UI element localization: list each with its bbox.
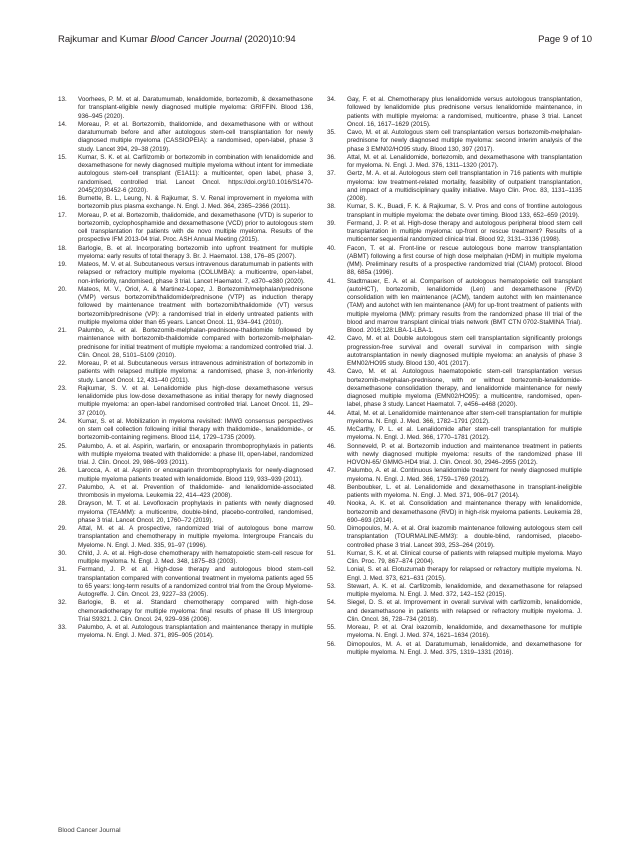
reference-item xyxy=(327,220,582,245)
reference-number: 47. xyxy=(327,467,336,475)
reference-item xyxy=(58,212,313,245)
reference-text: McCarthy, P. L. et al. Lenalidomide after stem-cell transplantation for multiple myeloma. N. Engl. J. Med. 366, 1770–1781 (2012). xyxy=(347,426,582,442)
reference-text: Palumbo, A. et al. Autologous transplantation and maintenance therapy in multiple myeloma. N. Engl. J. Med. 371, 895–905 (2014). xyxy=(78,624,313,640)
reference-item xyxy=(58,550,313,567)
reference-text: Kumar, S. et al. Mobilization in myeloma revisited: IMWG consensus perspectives on stem cell collection following initial therapy with thalidomide-, lenalidomide-, or bortezomib-containing regimens. Blood 114, 1729–1735 (2009). xyxy=(78,417,313,442)
journal-name: Blood Cancer Journal xyxy=(150,34,242,45)
reference-text: Barlogie, B. et al. Standard chemotherapy compared with high-dose chemoradiotherapy for multiple myeloma: final results of phase III US Intergroup Trial S9321. J. Clin. Oncol. 24, 929–936 (2006). xyxy=(78,599,313,623)
reference-text: Kumar, S. K. et al. Carfilzomib or bortezomib in combination with lenalidomide and dexamethasone for newly diagnosed multiple myeloma without intent for immediate autologous stem-cell transplant (E1A11): a multicenter, open label, phase 3, randomised, controlled trial. Lancet Oncol. https://doi.org/10.1016/S1470-2045(20)30452-6 (2020). xyxy=(78,153,313,194)
reference-item xyxy=(327,96,582,129)
reference-text: Dimopoulos, M. A. et al. Daratumumab, lenalidomide, and dexamethasone for multiple myeloma. N. Engl. J. Med. 375, 1319–1331 (2016). xyxy=(347,640,582,656)
reference-text: Attal, M. et al. A prospective, randomized trial of autologous bone marrow transplantation and chemotherapy in multiple myeloma. Intergroupe Francais du Myelome. N. Engl. J. Med. 335, 91–97 (1996). xyxy=(78,525,313,549)
reference-text: Kumar, S. K. et al. Clinical course of patients with relapsed multiple myeloma. Mayo Clin. Proc. 79, 867–874 (2004). xyxy=(347,549,582,565)
reference-number: 18. xyxy=(58,244,67,252)
reference-number: 29. xyxy=(58,525,67,532)
reference-number: 50. xyxy=(327,525,336,532)
reference-text: Nooka, A. K. et al. Consolidation and maintenance therapy with lenalidomide, bortezomib and dexamethasone (RVD) in high-risk myeloma patients. Leukemia 28, 690–693 (2014). xyxy=(347,500,582,524)
reference-number: 33. xyxy=(58,624,67,631)
reference-item xyxy=(327,245,582,278)
reference-number: 41. xyxy=(327,277,336,285)
reference-text: Facon, T. et al. Front-line or rescue autologous bone marrow transplantation (ABMT) following a first course of high dose melphalan (HDM) in multiple myeloma (MM). Preliminary results of a prospective randomized trial (CIAM) protocol. Blood 88, 685a (1996). xyxy=(347,244,582,277)
reference-item xyxy=(327,203,582,220)
reference-number: 42. xyxy=(327,335,336,343)
reference-number: 19. xyxy=(58,261,67,268)
reference-text: Fermand, J. P. et al. High-dose therapy and autologous peripheral blood stem cell transplantation in multiple myeloma: up-front or rescue treatment? Results of a multicenter sequential randomized clinical trial. Blood 92, 3131–3136 (1998). xyxy=(347,219,582,244)
reference-text: Burnette, B. L., Leung, N. & Rajkumar, S. V. Renal improvement in myeloma with bortezomib plus plasma exchange. N. Engl. J. Med. 364, 2365–2366 (2011). xyxy=(78,195,313,211)
reference-item xyxy=(327,525,582,550)
reference-number: 55. xyxy=(327,624,336,631)
page-footer: Blood Cancer Journal xyxy=(58,827,121,834)
reference-text: Moreau, P. et al. Bortezomib, thalidomide, and dexamethasone (VTD) is superior to bortezomib, cyclophosphamide and dexamethasone (VCD) prior to autologous stem cell transplantation for patients with de novo multiple myeloma. Results of the prospective IFM 2013-04 trial. Proc. ASH Annual Meeting (2015). xyxy=(78,211,313,244)
reference-number: 45. xyxy=(327,426,336,433)
reference-text: Stewart, A. K. et al. Carfilzomib, lenalidomide, and dexamethasone for relapsed multiple myeloma. N. Engl. J. Med. 372, 142–152 (2015). xyxy=(347,582,582,598)
reference-text: Gertz, M. A. et al. Autologous stem cell transplantation in 716 patients with multiple myeloma: low treatment-related mortality, feasibility of outpatient transplantation, and impact of a multidisciplinary quality initiative. Mayo Clin. Proc. 83, 1131–1135 (2008). xyxy=(347,170,582,202)
reference-text: Palumbo, A. et al. Bortezomib-melphalan-prednisone-thalidomide followed by maintenance with bortezomib-thalidomide compared with bortezomib-melphalan-prednisone for initial treatment of multiple myeloma: a randomized controlled trial. J. Clin. Oncol. 28, 5101–5109 (2010). xyxy=(78,327,313,359)
reference-item xyxy=(58,500,313,525)
reference-text: Gay, F. et al. Chemotherapy plus lenalidomide versus autologous transplantation, followed by lenalidomide plus prednisone versus lenalidomide maintenance, in patients with multiple myeloma: a randomised, multicentre, phase 3 trial. Lancet Oncol. 16, 1617–1629 (2015). xyxy=(347,96,582,128)
reference-item xyxy=(327,335,582,368)
reference-text: Mateos, M. V., Oriol, A. & Martinez-Lopez, J. Bortezomib/melphalan/prednisone (VMP) versus bortezomib/thalidomide/prednisone (VTP) as induction therapy followed by maintenance treatment with bortezomib/thalidomide (VT) versus bortezomib/prednisone (VP): a randomised trial in elderly untreated patients with multiple myeloma older than 65 years. Lancet Oncol. 11, 934–941 (2010). xyxy=(78,285,313,326)
reference-number: 37. xyxy=(327,170,336,178)
reference-item xyxy=(58,624,313,641)
reference-item xyxy=(58,566,313,599)
reference-number: 20. xyxy=(58,285,67,293)
reference-number: 17. xyxy=(58,211,67,219)
reference-text: Stadtmauer, E. A. et al. Comparison of autologous hematopoietic cell transplant (autoHCT), bortezomib, lenalidomide (Len) and dexamethasone (RVD) consolidation with len maintenance (ACM), tandem autohct with len maintenance (TAM) and autohct with len maintenance (AM) for up-front treatment of patients with multiple myeloma (MM): primary results from the randomized phase III trial of the blood and marrow transplant clinical trials network (BMT CTN 0702-StaMINA Trial). Blood. 2016;128:LBA-1-LBA-1. xyxy=(347,277,582,334)
running-head xyxy=(58,34,296,45)
reference-text: Cavo, M. et al. Autologous stem cell transplantation versus bortezomib-melphalan-prednisone for newly diagnosed multiple myeloma: second interim analysis of the phase 3 EMN02/HO95 study. Blood 130, 397 (2017). xyxy=(347,129,582,153)
reference-item xyxy=(327,583,582,600)
reference-item xyxy=(58,525,313,550)
reference-number: 48. xyxy=(327,483,336,491)
references-right-column xyxy=(327,96,582,657)
reference-text: Palumbo, A. et al. Prevention of thalidomide- and lenalidomide-associated thrombosis in myeloma. Leukemia 22, 414–423 (2008). xyxy=(78,483,313,499)
reference-number: 54. xyxy=(327,599,336,607)
reference-item xyxy=(58,154,313,195)
reference-number: 49. xyxy=(327,500,336,508)
reference-number: 36. xyxy=(327,153,336,161)
reference-number: 39. xyxy=(327,219,336,227)
reference-item xyxy=(58,195,313,212)
reference-item xyxy=(58,245,313,262)
reference-number: 15. xyxy=(58,153,67,161)
reference-item xyxy=(58,385,313,418)
reference-number: 30. xyxy=(58,549,67,557)
reference-number: 24. xyxy=(58,417,67,425)
reference-item xyxy=(58,121,313,154)
reference-item xyxy=(58,261,313,286)
reference-item xyxy=(327,599,582,624)
reference-item xyxy=(327,467,582,484)
page-number: Page 9 of 10 xyxy=(538,34,592,45)
reference-text: Voorhees, P. M. et al. Daratumumab, lenalidomide, bortezomib, & dexamethasone for transplant-eligible newly diagnosed multiple myeloma: GRIFFIN. Blood 136, 936–945 (2020). xyxy=(78,96,313,120)
reference-text: Drayson, M. T. et al. Levofloxacin prophylaxis in patients with newly diagnosed myeloma (TEAMM): a multicentre, double-blind, placebo-controlled, randomised, phase 3 trial. Lancet Oncol. 20, 1760–72 (2019). xyxy=(78,500,313,524)
reference-item xyxy=(58,484,313,501)
reference-number: 35. xyxy=(327,129,336,136)
reference-item xyxy=(58,467,313,484)
reference-item xyxy=(58,418,313,443)
reference-number: 56. xyxy=(327,640,336,648)
reference-text: Benboubker, L. et al. Lenalidomide and dexamethasone in transplant-ineligible patients with myeloma. N. Engl. J. Med. 371, 906–917 (2014). xyxy=(347,483,582,499)
reference-item xyxy=(327,278,582,336)
reference-item xyxy=(327,129,582,154)
authors: Rajkumar and Kumar xyxy=(58,34,148,45)
reference-number: 31. xyxy=(58,566,67,574)
reference-item xyxy=(327,443,582,468)
reference-item xyxy=(327,368,582,409)
reference-text: Cavo, M. et al. Autologous haematopoietic stem-cell transplantation versus bortezomib-melphalan-prednisone, with or without bortezomib-lenalidomide-dexamethasone consolidation therapy, and lenalidomide maintenance for newly diagnosed multiple myeloma (EMN02/HO95): a multicentre, randomised, open-label, phase 3 study. Lancet Haematol. 7, e456–e468 (2020). xyxy=(347,368,582,409)
reference-number: 22. xyxy=(58,360,67,367)
reference-text: Moreau, P. et al. Subcutaneous versus intravenous administration of bortezomib in patients with relapsed multiple myeloma: a randomised, phase 3, non-inferiority study. Lancet Oncol. 12, 431–40 (2011). xyxy=(78,360,313,384)
reference-text: Palumbo, A. et al. Aspirin, warfarin, or enoxaparin thromboprophylaxis in patients with multiple myeloma treated with thalidomide: a phase III, open-label, randomized trial. J. Clin. Oncol. 29, 986–993 (2011). xyxy=(78,442,313,466)
reference-number: 43. xyxy=(327,368,336,376)
reference-text: Dimopoulos, M. A. et al. Oral ixazomib maintenance following autologous stem cell transplantation (TOURMALINE-MM3): a double-blind, randomised, placebo-controlled phase 3 trial. Lancet 393, 253–264 (2019). xyxy=(347,525,582,549)
reference-item xyxy=(58,443,313,468)
reference-item xyxy=(327,641,582,658)
reference-text: Siegel, D. S. et al. Improvement in overall survival with carfilzomib, lenalidomide, and dexamethasone in patients with relapsed or refractory multiple myeloma. J. Clin. Oncol. 36, 728–734 (2018). xyxy=(347,599,582,623)
reference-number: 51. xyxy=(327,549,336,557)
reference-number: 25. xyxy=(58,442,67,450)
reference-number: 21. xyxy=(58,327,67,334)
reference-number: 44. xyxy=(327,409,336,417)
references-left-column xyxy=(58,96,313,641)
reference-text: Larocca, A. et al. Aspirin or enoxaparin thromboprophylaxis for newly-diagnosed multiple myeloma patients treated with lenalidomide. Blood 119, 933–939 (2011). xyxy=(78,467,313,483)
reference-number: 34. xyxy=(327,96,336,103)
reference-number: 46. xyxy=(327,442,336,450)
reference-item xyxy=(327,566,582,583)
reference-text: Attal, M. et al. Lenalidomide maintenance after stem-cell transplantation for multiple myeloma. N. Engl. J. Med. 366, 1782–1791 (2012). xyxy=(347,409,582,425)
reference-item xyxy=(327,624,582,641)
reference-number: 27. xyxy=(58,483,67,491)
reference-text: Kumar, S. K., Buadi, F. K. & Rajkumar, S. V. Pros and cons of frontline autologous transplant in multiple myeloma: the debate over timing. Blood 133, 652–659 (2019). xyxy=(347,203,582,219)
reference-text: Moreau, P. et al. Oral ixazomib, lenalidomide, and dexamethasone for multiple myeloma. N. Engl. J. Med. 374, 1621–1634 (2016). xyxy=(347,624,582,640)
reference-item xyxy=(327,484,582,501)
reference-item xyxy=(58,360,313,385)
reference-text: Mateos, M. V. et al. Subcutaneous versus intravenous daratumumab in patients with relapsed or refractory multiple myeloma (COLUMBA): a multicentre, open-label, non-inferiority, randomised, phase 3 trial. Lancet Haematol. 7, e370–e380 (2020). xyxy=(78,261,313,285)
reference-number: 13. xyxy=(58,96,67,103)
reference-number: 26. xyxy=(58,467,67,475)
reference-text: Moreau, P. et al. Bortezomib, thalidomide, and dexamethasone with or without daratumumab before and after autologous stem-cell transplantation for newly diagnosed multiple myeloma (CASSIOPEIA): a randomised, open-label, phase 3 study. Lancet 394, 29–38 (2019). xyxy=(78,120,313,153)
reference-item xyxy=(58,327,313,360)
reference-text: Attal, M. et al. Lenalidomide, bortezomib, and dexamethasone with transplantation for myeloma. N. Engl. J. Med. 376, 1311–1320 (2017). xyxy=(347,153,582,169)
reference-text: Sonneveld, P. et al. Bortezomib induction and maintenance treatment in patients with newly diagnosed multiple myeloma: results of the randomized phase III HOVON-65/ GMMG-HD4 trial. J. Clin. Oncol. 30, 2946–2955 (2012). xyxy=(347,442,582,466)
reference-text: Rajkumar, S. V. et al. Lenalidomide plus high-dose dexamethasone versus lenalidomide plus low-dose dexamethasone as initial therapy for newly diagnosed multiple myeloma: an open-label randomised controlled trial. Lancet Oncol. 11, 29–37 (2010). xyxy=(78,384,313,417)
reference-item xyxy=(58,286,313,327)
reference-number: 32. xyxy=(58,599,67,607)
reference-item xyxy=(327,170,582,203)
reference-item xyxy=(327,500,582,525)
reference-text: Cavo, M. et al. Double autologous stem cell transplantation significantly prolongs progression-free survival and overall survival in comparison with single autotransplantation in newly diagnosed multiple myeloma: an analysis of phase 3 EMN02/HO95 study. Blood 130, 401 (2017). xyxy=(347,335,582,367)
reference-item xyxy=(58,599,313,624)
reference-number: 28. xyxy=(58,500,67,508)
reference-number: 40. xyxy=(327,244,336,252)
reference-text: Fermand, J. P. et al. High-dose therapy and autologous blood stem-cell transplantation compared with conventional treatment in myeloma patients aged 55 to 65 years: long-term results of a randomized control trial from the Group Myelome-Autogreffe. J. Clin. Oncol. 23, 9227–33 (2005). xyxy=(78,566,313,598)
reference-item xyxy=(327,154,582,171)
citation: (2020)10:94 xyxy=(244,34,296,45)
reference-text: Palumbo, A. et al. Continuous lenalidomide treatment for newly diagnosed multiple myeloma. N. Engl. J. Med. 366, 1759–1769 (2012). xyxy=(347,467,582,483)
reference-item xyxy=(58,96,313,121)
reference-item xyxy=(327,410,582,427)
reference-number: 14. xyxy=(58,120,67,128)
reference-text: Child, J. A. et al. High-dose chemotherapy with hematopoietic stem-cell rescue for multiple myeloma. N. Engl. J. Med. 348, 1875–83 (2003). xyxy=(78,549,313,565)
reference-text: Lonial, S. et al. Elotuzumab therapy for relapsed or refractory multiple myeloma. N. Engl. J. Med. 373, 621–631 (2015). xyxy=(347,566,582,582)
reference-text: Barlogie, B. et al. Incorporating bortezomib into upfront treatment for multiple myeloma: early results of total therapy 3. Br. J. Haematol. 138, 176–85 (2007). xyxy=(78,244,313,260)
reference-number: 23. xyxy=(58,384,67,392)
reference-number: 16. xyxy=(58,195,67,202)
reference-number: 53. xyxy=(327,582,336,590)
reference-number: 38. xyxy=(327,203,336,211)
reference-item xyxy=(327,426,582,443)
reference-item xyxy=(327,550,582,567)
reference-number: 52. xyxy=(327,566,336,574)
